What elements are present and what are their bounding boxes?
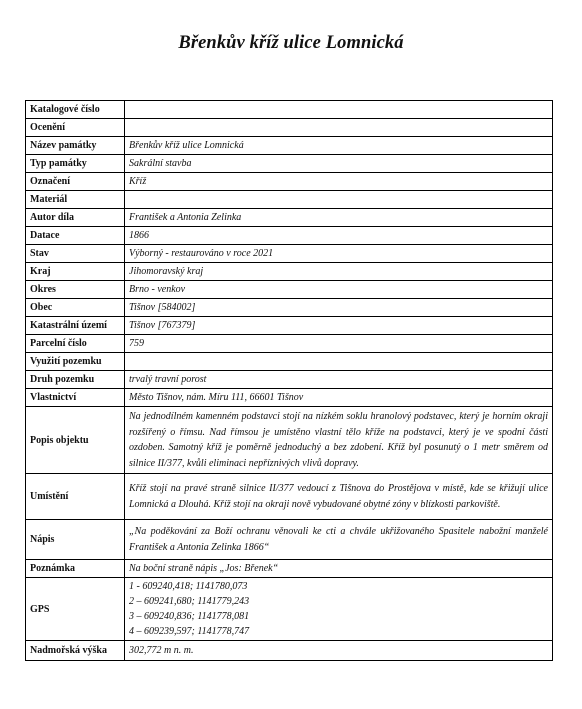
- value-oceneni: [125, 119, 553, 137]
- label-okres: Okres: [26, 281, 125, 299]
- label-nazev-pamatky: Název památky: [26, 137, 125, 155]
- row-katastralni-uzemi: [26, 317, 553, 335]
- label-katalogove-cislo: Katalogové číslo: [26, 101, 125, 119]
- row-druh-pozemku: [26, 371, 553, 389]
- label-stav: Stav: [26, 245, 125, 263]
- value-poznamka: Na boční straně nápis „Jos: Břenek“: [125, 560, 553, 578]
- value-katastralni-uzemi: Tišnov [767379]: [125, 317, 553, 335]
- value-nadmorska-vyska: 302,772 m n. m.: [125, 641, 553, 661]
- value-autor-dila: František a Antonia Zelinka: [125, 209, 553, 227]
- label-autor-dila: Autor díla: [26, 209, 125, 227]
- row-nadmorska-vyska: [26, 641, 553, 661]
- value-datace: 1866: [125, 227, 553, 245]
- value-okres: Brno - venkov: [125, 281, 553, 299]
- gps-line-2: 2 – 609241,680; 1141779,243: [129, 596, 250, 607]
- value-umisteni: Kříž stojí na pravé straně silnice II/377 vedoucí z Tišnova do Prostějova v místě, kde se křižují ulice Lomnická a Dlouhá. Kříž stojí na okraji nově vybudované obytné zóny v blízkosti parkoviště.: [125, 474, 553, 520]
- value-katalogove-cislo: [125, 101, 553, 119]
- label-vyuziti-pozemku: Využití pozemku: [26, 353, 125, 371]
- label-poznamka: Poznámka: [26, 560, 125, 578]
- row-okres: [26, 281, 553, 299]
- value-typ-pamatky: Sakrální stavba: [125, 155, 553, 173]
- row-parcelni-cislo: [26, 335, 553, 353]
- value-kraj: Jihomoravský kraj: [125, 263, 553, 281]
- label-material: Materiál: [26, 191, 125, 209]
- label-gps: GPS: [26, 578, 125, 641]
- value-vyuziti-pozemku: [125, 353, 553, 371]
- value-gps: [125, 578, 553, 641]
- label-napis: Nápis: [26, 520, 125, 560]
- row-gps: [26, 578, 553, 641]
- label-umisteni: Umístění: [26, 474, 125, 520]
- label-popis-objektu: Popis objektu: [26, 407, 125, 474]
- label-katastralni-uzemi: Katastrální území: [26, 317, 125, 335]
- value-stav: Výborný - restaurováno v roce 2021: [125, 245, 553, 263]
- row-material: [26, 191, 553, 209]
- label-kraj: Kraj: [26, 263, 125, 281]
- row-poznamka: [26, 560, 553, 578]
- row-stav: [26, 245, 553, 263]
- gps-line-1: 1 - 609240,418; 1141780,073: [129, 581, 248, 592]
- value-obec: Tišnov [584002]: [125, 299, 553, 317]
- monument-record-table: [25, 100, 553, 661]
- row-kraj: [26, 263, 553, 281]
- label-oceneni: Ocenění: [26, 119, 125, 137]
- row-katalogove-cislo: [26, 101, 553, 119]
- row-nazev-pamatky: [26, 137, 553, 155]
- value-vlastnictvi: Město Tišnov, nám. Míru 111, 66601 Tišnov: [125, 389, 553, 407]
- label-parcelni-cislo: Parcelní číslo: [26, 335, 125, 353]
- label-datace: Datace: [26, 227, 125, 245]
- row-datace: [26, 227, 553, 245]
- label-oznaceni: Označení: [26, 173, 125, 191]
- row-popis-objektu: [26, 407, 553, 474]
- row-obec: [26, 299, 553, 317]
- document-title: Břenkův kříž ulice Lomnická: [178, 33, 404, 53]
- value-napis: „Na poděkování za Boží ochranu věnovali ke cti a chvále ukřižovaného Spasitele nabožní manželé František a Antonia Zelinka 1866“: [125, 520, 553, 560]
- row-vyuziti-pozemku: [26, 353, 553, 371]
- row-napis: [26, 520, 553, 560]
- value-material: [125, 191, 553, 209]
- value-oznaceni: Kříž: [125, 173, 553, 191]
- row-typ-pamatky: [26, 155, 553, 173]
- row-vlastnictvi: [26, 389, 553, 407]
- label-typ-pamatky: Typ památky: [26, 155, 125, 173]
- row-umisteni: [26, 474, 553, 520]
- value-nazev-pamatky: Břenkův kříž ulice Lomnická: [125, 137, 553, 155]
- label-vlastnictvi: Vlastnictví: [26, 389, 125, 407]
- row-oceneni: [26, 119, 553, 137]
- value-popis-objektu: Na jednodílném kamenném podstavci stojí na nízkém soklu hranolový podstavec, který je horním okraji rozšířený o římsu. Nad římsou je umístěno vlastní tělo kříže na podstavci, který je ve spodní části ozdoben. Samotný kříž je poměrně jednoduchý a bez zdobení. Kříž byl posunutý o 1 metr směrem od silnice II/377, kvůli eliminaci nepříznivých vlivů dopravy.: [125, 407, 553, 474]
- label-druh-pozemku: Druh pozemku: [26, 371, 125, 389]
- gps-line-4: 4 – 609239,597; 1141778,747: [129, 626, 250, 637]
- label-nadmorska-vyska: Nadmořská výška: [26, 641, 125, 661]
- value-parcelni-cislo: 759: [125, 335, 553, 353]
- row-oznaceni: [26, 173, 553, 191]
- label-obec: Obec: [26, 299, 125, 317]
- gps-line-3: 3 – 609240,836; 1141778,081: [129, 611, 250, 622]
- row-autor-dila: [26, 209, 553, 227]
- value-druh-pozemku: trvalý travní porost: [125, 371, 553, 389]
